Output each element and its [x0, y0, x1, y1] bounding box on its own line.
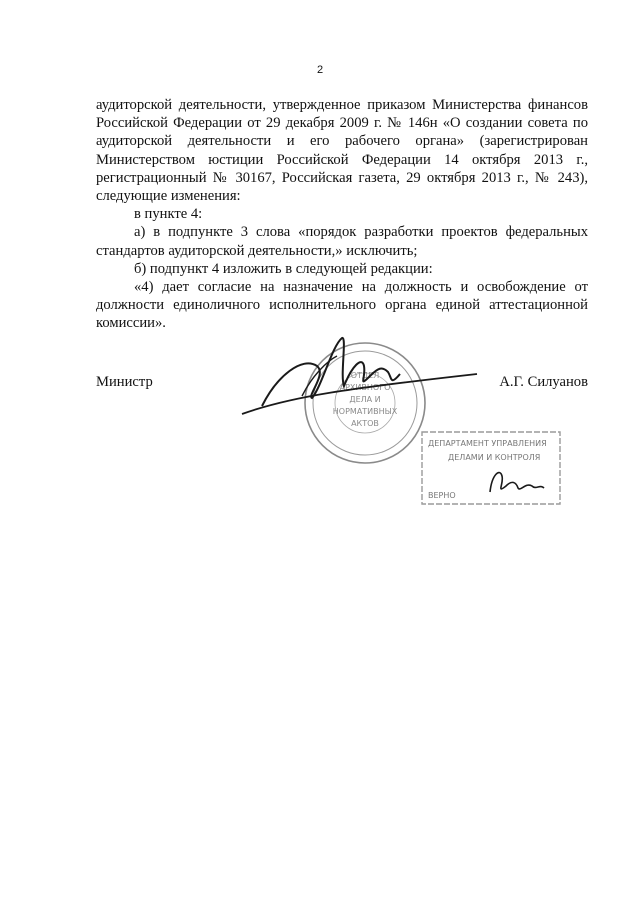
minister-signature-icon: [232, 326, 482, 426]
paragraph-point-4: в пункте 4:: [134, 206, 203, 223]
paragraph-subpoint-a: а) в подпункте 3 слова «порядок разработки проектов федеральных стандартов аудиторской деятельности,» исключить;: [96, 224, 588, 259]
paragraph-amendment-intro: аудиторской деятельности, утвержденное приказом Министерства финансов Российской Федерации от 29 декабря 2009 г. № 146н «О создании совета по аудиторской деятельности и его рабочего органа» (зарегистрирован Министерством юстиции Российской Федерации 14 октября 2013 г., регистрационный № 30167, Российская газета, 29 октября 2013 г., № 243), следующие изменения:: [96, 97, 588, 205]
paragraph-subpoint-b: б) подпункт 4 изложить в следующей редакции:: [134, 260, 433, 277]
page-number: 2: [316, 64, 324, 76]
paragraph-new-wording: «4) дает согласие на назначение на должность и освобождение от должности единоличного исполнительного органа единой аттестационной комиссии».: [96, 279, 588, 332]
certification-stamp-icon: [420, 430, 562, 506]
svg-text:ДЕЛА И: ДЕЛА И: [349, 395, 381, 404]
svg-text:АКТОВ: АКТОВ: [351, 419, 379, 428]
svg-text:ДЕПАРТАМЕНТ УПРАВЛЕНИЯ: ДЕПАРТАМЕНТ УПРАВЛЕНИЯ: [428, 439, 547, 448]
svg-text:АРХИВНОГО: АРХИВНОГО: [339, 383, 391, 392]
svg-text:ДЕЛАМИ И КОНТРОЛЯ: ДЕЛАМИ И КОНТРОЛЯ: [448, 453, 541, 462]
svg-text:ВЕРНО: ВЕРНО: [428, 491, 456, 500]
svg-text:ОТДЕЛ: ОТДЕЛ: [350, 371, 380, 380]
svg-text:НОРМАТИВНЫХ: НОРМАТИВНЫХ: [332, 407, 398, 416]
document-body: [96, 96, 588, 333]
signatory-title: Министр: [96, 374, 153, 390]
signatory-name: А.Г. Силуанов: [499, 374, 588, 390]
